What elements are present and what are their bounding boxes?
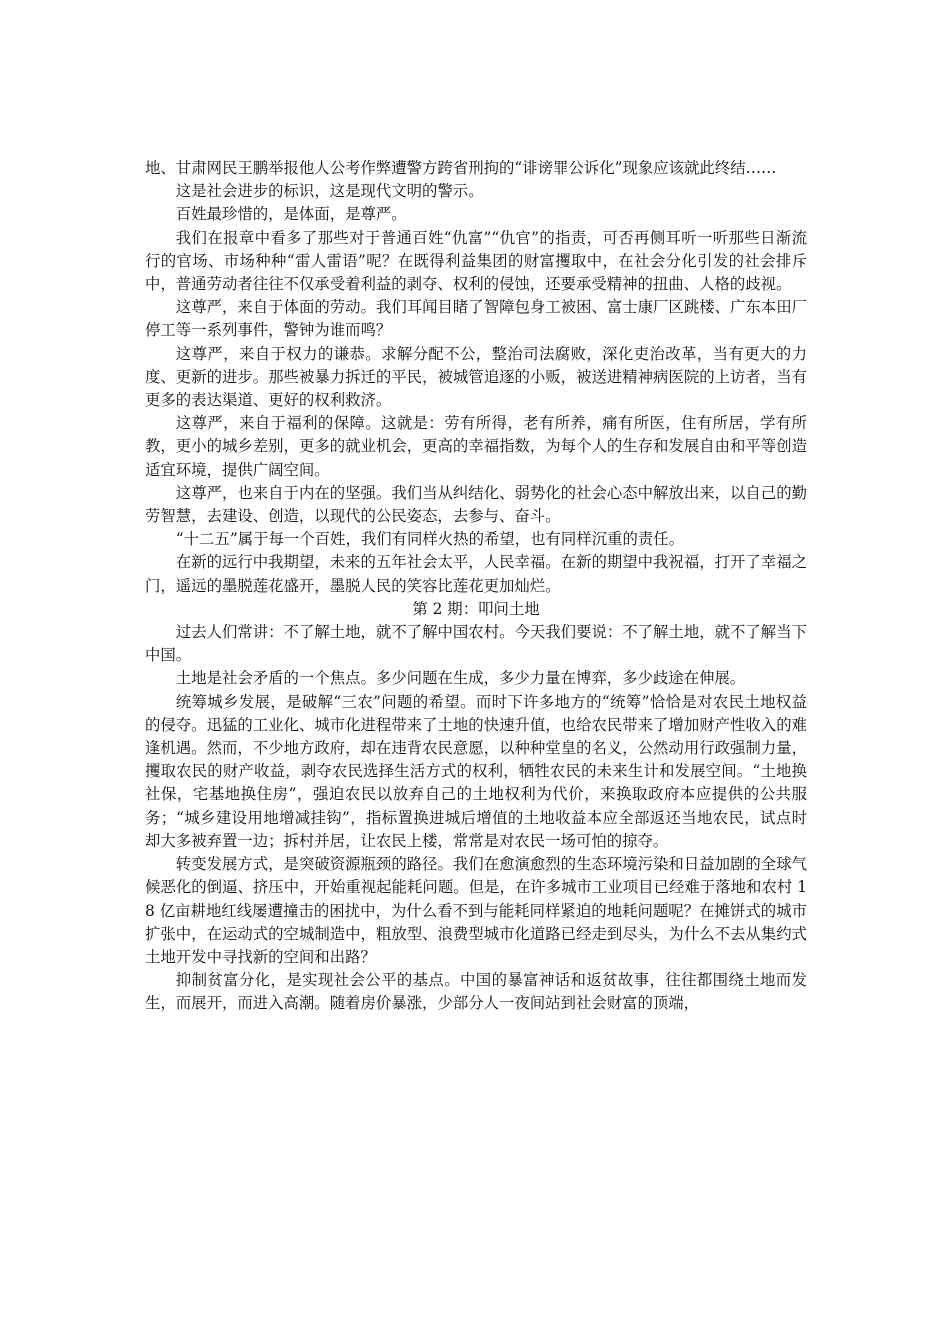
paragraph: 这尊严，来自于福利的保障。这就是：劳有所得，老有所养，痛有所医，住有所居，学有所教，更小的城乡差别，更多的就业机会，更高的幸福指数，为每个人的生存和发展自由和平等创造适宜环境，提供广阔空间。 <box>145 414 807 479</box>
paragraph: 统筹城乡发展，是破解“三农”问题的希望。而时下许多地方的“统筹”恰恰是对农民土地权益的侵夺。迅猛的工业化、城市化进程带来了土地的快速升值，也给农民带来了增加财产性收入的难逢机遇。然而，不少地方政府，却在违背农民意愿，以种种堂皇的名义，公然动用行政强制力量，攫取农民的财产收益，剥夺农民选择生活方式的权利，牺牲农民的未来生计和发展空间。“土地换社保，宅基地换住房”，强迫农民以放弃自己的土地权利为代价，来换取政府本应提供的公共服务；“城乡建设用地增减挂钩”，指标置换进城后增值的土地收益本应全部返还当地农民，试点时却大多被弃置一边；拆村并居，让农民上楼，常常是对农民一场可怕的掠夺。 <box>145 692 807 850</box>
paragraph: 在新的远行中我期望，未来的五年社会太平，人民幸福。在新的期望中我祝福，打开了幸福之门，遥远的墨脱莲花盛开，墨脱人民的笑容比莲花更加灿烂。 <box>145 553 807 595</box>
paragraph: 这是社会进步的标识，这是现代文明的警示。 <box>175 182 484 201</box>
paragraph: 抑制贫富分化，是实现社会公平的基点。中国的暴富神话和返贫故事，往往都围绕土地而发生，而展开，而进入高潮。随着房价暴涨，少部分人一夜间站到社会财富的顶端， <box>145 971 807 1013</box>
document-page <box>145 157 807 1016</box>
paragraph: 这尊严，也来自于内在的坚强。我们当从纠结化、弱势化的社会心态中解放出来，以自己的勤劳智慧，去建设、创造，以现代的公民姿态，去参与、奋斗。 <box>145 483 807 526</box>
paragraph: 过去人们常讲：不了解土地，就不了解中国农村。今天我们要说：不了解土地，就不了解当下中国。 <box>145 623 807 665</box>
section-title: 第 2 期：叩问土地 <box>412 599 540 618</box>
paragraph: 这尊严，来自于体面的劳动。我们耳闻目睹了智障包身工被困、富士康厂区跳楼、广东本田厂停工等一系列事件，警钟为谁而鸣？ <box>145 298 807 340</box>
paragraph: 土地是社会矛盾的一个焦点。多少问题在生成，多少力量在博弈，多少歧途在伸展。 <box>175 669 746 688</box>
paragraph-continuation: 地、甘肃网民王鹏举报他人公考作弊遭警方跨省刑拘的“诽谤罪公诉化”现象应该就此终结…… <box>145 159 777 177</box>
paragraph: 我们在报章中看多了那些对于普通百姓“仇富”“仇官”的指责，可否再侧耳听一听那些日渐流行的官场、市场种种“雷人雷语”呢？在既得利益集团的财富攫取中，在社会分化引发的社会排斥中，普通劳动者往往不仅承受着利益的剥夺、权利的侵蚀，还要承受精神的扭曲、人格的歧视。 <box>145 228 807 294</box>
paragraph: 转变发展方式，是突破资源瓶颈的路径。我们在愈演愈烈的生态环境污染和日益加剧的全球气候恶化的倒逼、挤压中，开始重视起能耗问题。但是，在许多城市工业项目已经难于落地和农村 18 亿亩耕地红线屡遭撞击的困扰中，为什么看不到与能耗同样紧迫的地耗问题呢？在摊饼式的城市扩张中，在运动式的空城制造中，粗放型、浪费型城市化道路已经走到尽头，为什么不去从集约式土地开发中寻找新的空间和出路？ <box>145 855 807 966</box>
paragraph: 这尊严，来自于权力的谦恭。求解分配不公，整治司法腐败，深化吏治改革，当有更大的力度、更新的进步。那些被暴力拆迁的平民，被城管追逐的小贩，被送进精神病医院的上访者，当有更多的表达渠道、更好的权利救济。 <box>145 344 807 410</box>
paragraph: “十二五”属于每一个百姓，我们有同样火热的希望，也有同样沉重的责任。 <box>175 530 685 549</box>
paragraph: 百姓最珍惜的，是体面，是尊严。 <box>175 205 407 224</box>
